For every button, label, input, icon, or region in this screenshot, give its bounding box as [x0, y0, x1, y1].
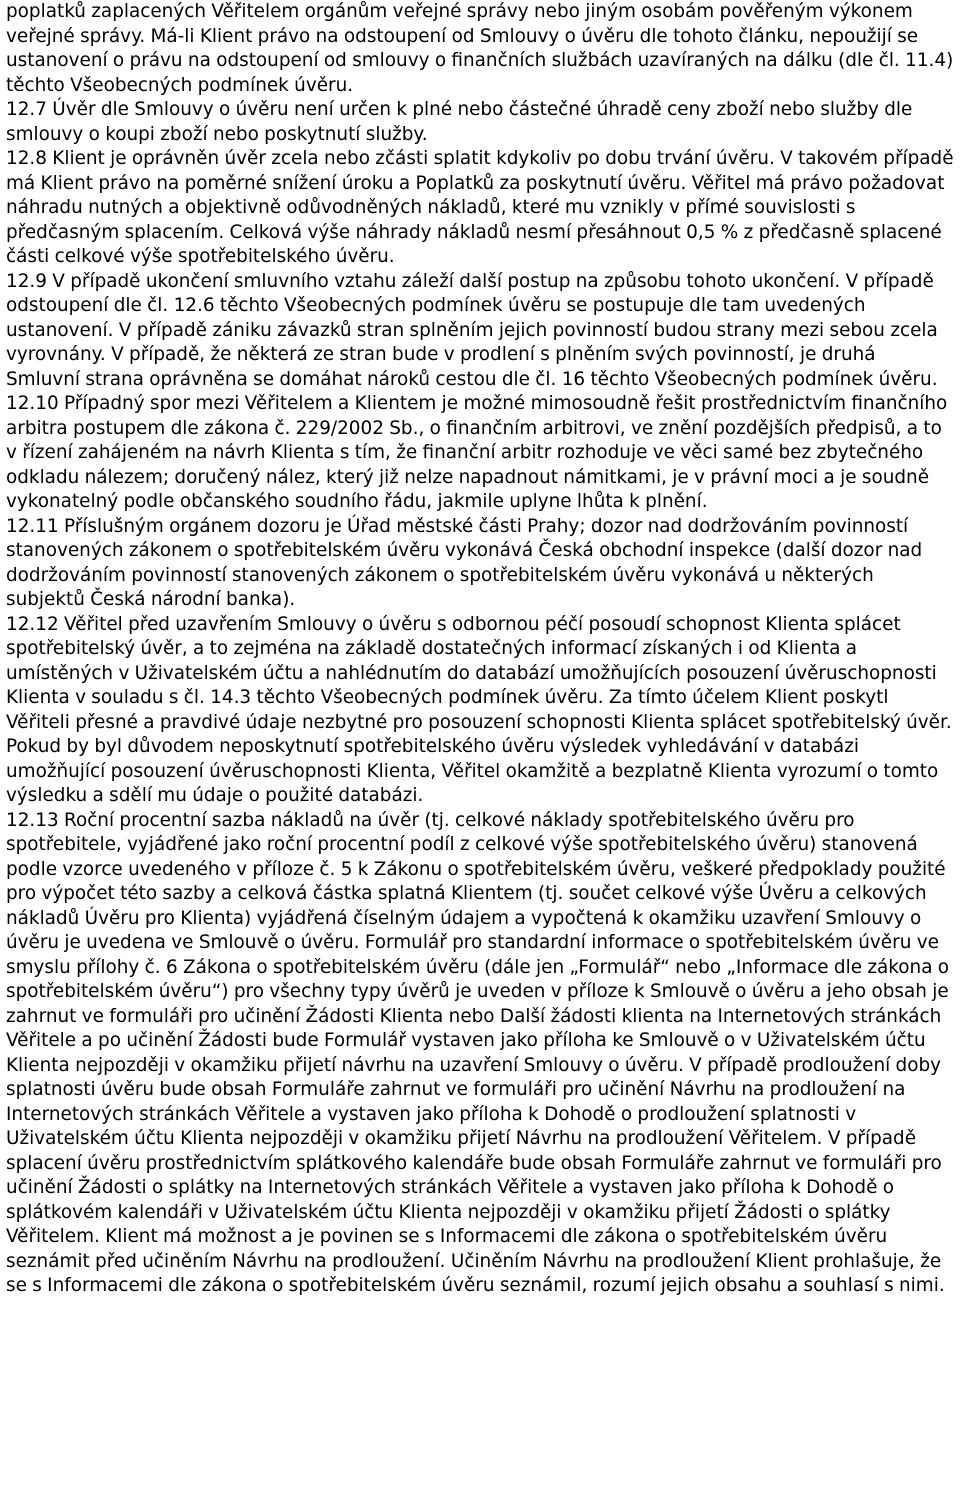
paragraph-12-10: 12.10 Případný spor mezi Věřitelem a Klientem je možné mimosoudně řešit prostřednictvím finančního arbitra postupem dle zákona č. 229/2002 Sb., o finančním arbitrovi, ve znění pozdějších předpisů, a to v řízení zahájeném na návrh Klienta s tím, že finanční arbitr rozhoduje ve věci samé bez zbytečného odkladu nálezem; doručený nález, který již nelze napadnout námitkami, je v právní moci a je soudně vykonatelný podle občanského soudního řádu, jakmile uplyne lhůta k plnění.: [6, 393, 948, 512]
paragraph-12-6-continuation: poplatků zaplacených Věřitelem orgánům veřejné správy nebo jiným osobám pověřeným výkonem veřejné správy. Má-li Klient právo na odstoupení od Smlouvy o úvěru dle tohoto článku, nepoužijí se ustanovení o právu na odstoupení od smlouvy o finančních službách uzavíraných na dálku (dle čl. 11.4) těchto Všeobecných podmínek úvěru.: [6, 1, 954, 96]
paragraph-12-13: 12.13 Roční procentní sazba nákladů na úvěr (tj. celkové náklady spotřebitelského úvěru pro spotřebitele, vyjádřené jako roční procentní podíl z celkové výše spotřebitelského úvěru) stanovená podle vzorce uvedeného v příloze č. 5 k Zákonu o spotřebitelském úvěru, veškeré předpoklady použité pro výpočet této sazby a celková částka splatná Klientem (tj. součet celkové výše Úvěru a celkových nákladů Úvěru pro Klienta) vyjádřená číselným údajem a vypočtená k okamžiku uzavření Smlouvy o úvěru je uvedena ve Smlouvě o úvěru. Formulář pro standardní informace o spotřebitelském úvěru ve smyslu přílohy č. 6 Zákona o spotřebitelském úvěru (dále jen „Formulář“ nebo „Informace dle zákona o spotřebitelském úvěru“) pro všechny typy úvěrů je uveden v příloze k Smlouvě o úvěru a jeho obsah je zahrnut ve formuláři pro učinění Žádosti Klienta nebo Další žádosti klienta na Internetových stránkách Věřitele a po učinění Žádosti bude Formulář vystaven jako příloha ke Smlouvě o v Uživatelském účtu Klienta nejpozději v okamžiku přijetí návrhu na uzavření Smlouvy o úvěru. V případě prodloužení doby splatnosti úvěru bude obsah Formuláře zahrnut ve formuláři pro učinění Návrhu na prodloužení na Internetových stránkách Věřitele a vystaven jako příloha k Dohodě o prodloužení splatnosti v Uživatelském účtu Klienta nejpozději v okamžiku přijetí Návrhu na prodloužení Věřitelem. V případě splacení úvěru prostřednictvím splátkového kalendáře bude obsah Formuláře zahrnut ve formuláři pro učinění Žádosti o splátky na Internetových stránkách Věřitele a vystaven jako příloha k Dohodě o splátkovém kalendáři v Uživatelském účtu Klienta nejpozději v okamžiku přijetí Žádosti o splátky Věřitelem. Klient má možnost a je povinen se s Informacemi dle zákona o spotřebitelském úvěru seznámit před učiněním Návrhu na prodloužení. Učiněním Návrhu na prodloužení Klient prohlašuje, že se s Informacemi dle zákona o spotřebitelském úvěru seznámil, rozumí jejich obsahu a souhlasí s nimi.: [6, 809, 950, 1296]
paragraph-12-12: 12.12 Věřitel před uzavřením Smlouvy o úvěru s odbornou péčí posoudí schopnost Klienta splácet spotřebitelský úvěr, a to zejména na základě dostatečných informací získaných i od Klienta a umístěných v Uživatelském účtu a nahlédnutím do databází umožňujících posouzení úvěruschopnosti Klienta v souladu s čl. 14.3 těchto Všeobecných podmínek úvěru. Za tímto účelem Klient poskytl Věřiteli přesné a pravdivé údaje nezbytné pro posouzení schopnosti Klienta splácet spotřebitelský úvěr. Pokud by byl důvodem neposkytnutí spotřebitelského úvěru výsledek vyhledávání v databázi umožňující posouzení úvěruschopnosti Klienta, Věřitel okamžitě a bezplatně Klienta vyrozumí o tomto výsledku a sdělí mu údaje o použité databázi.: [6, 613, 952, 806]
paragraph-12-11: 12.11 Příslušným orgánem dozoru je Úřad městské části Prahy; dozor nad dodržováním povinností stanovených zákonem o spotřebitelském úvěru vykonává Česká obchodní inspekce (další dozor nad dodržováním povinností stanovených zákonem o spotřebitelském úvěru vykonává u některých subjektů Česká národní banka).: [6, 515, 923, 610]
paragraph-12-8: 12.8 Klient je oprávněn úvěr zcela nebo zčásti splatit kdykoliv po dobu trvání úvěru. V takovém případě má Klient právo na poměrné snížení úroku a Poplatků za poskytnutí úvěru. Věřitel má právo požadovat náhradu nutných a objektivně odůvodněných nákladů, které mu vznikly v přímé souvislosti s předčasným splacením. Celková výše náhrady nákladů nesmí přesáhnout 0,5 % z předčasně splacené části celkové výše spotřebitelského úvěru.: [6, 148, 954, 267]
paragraph-12-9: 12.9 V případě ukončení smluvního vztahu záleží další postup na způsobu tohoto ukončení. V případě odstoupení dle čl. 12.6 těchto Všeobecných podmínek úvěru se postupuje dle tam uvedených ustanovení. V případě zániku závazků stran splněním jejich povinností budou strany mezi sebou zcela vyrovnány. V případě, že některá ze stran bude v prodlení s plněním svých povinností, je druhá Smluvní strana oprávněna se domáhat nároků cestou dle čl. 16 těchto Všeobecných podmínek úvěru.: [6, 270, 938, 390]
paragraph-12-7: 12.7 Úvěr dle Smlouvy o úvěru není určen k plné nebo částečné úhradě ceny zboží nebo služby dle smlouvy o koupi zboží nebo poskytnutí služby.: [6, 99, 913, 145]
